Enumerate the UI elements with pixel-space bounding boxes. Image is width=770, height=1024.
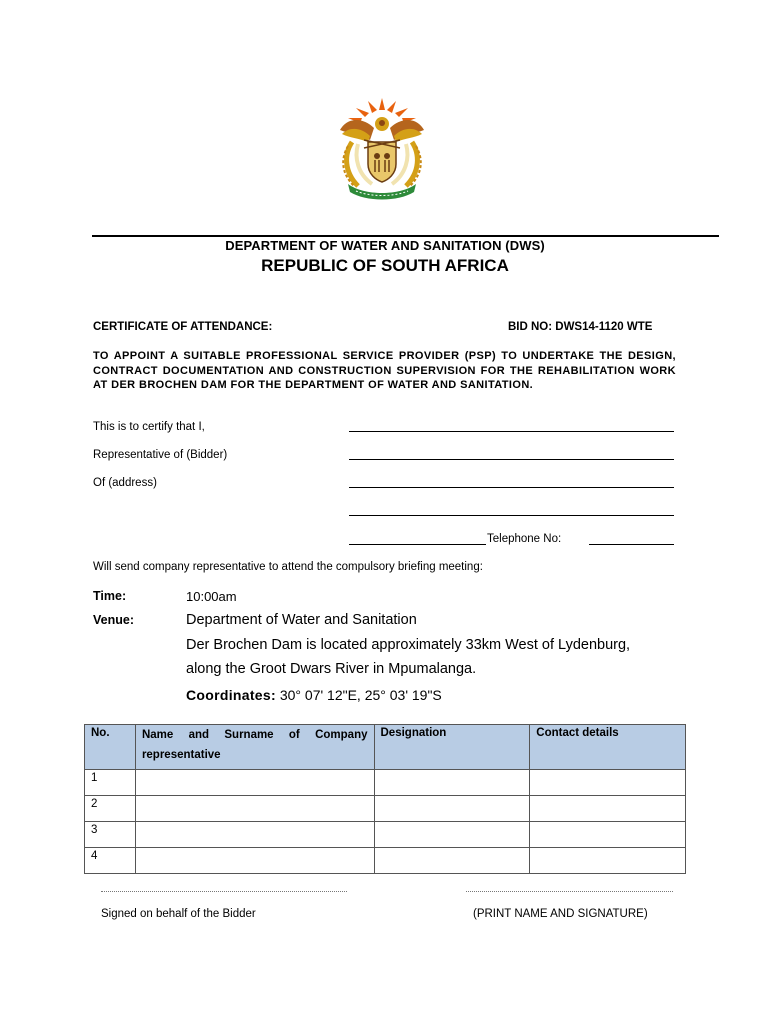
address-field-line-1[interactable]: [349, 487, 674, 488]
coat-of-arms-icon: [328, 90, 436, 202]
country-name: REPUBLIC OF SOUTH AFRICA: [261, 256, 509, 275]
coordinates-value: 30° 07' 12"E, 25° 03' 19"S: [279, 687, 442, 703]
address-field-line-3[interactable]: [349, 544, 486, 545]
header-rule: [92, 235, 719, 237]
name-cell[interactable]: [135, 848, 374, 874]
designation-cell[interactable]: [374, 796, 530, 822]
table-row: [85, 796, 686, 822]
tender-purpose: TO APPOINT A SUITABLE PROFESSIONAL SERVICE PROVIDER (PSP) TO UNDERTAKE THE DESIGN, CONTRACT DOCUMENTATION AND CONSTRUCTION SUPERVISION FOR THE REHABILITATION WORK AT DER BROCHEN DAM FOR THE DEPARTMENT OF WATER AND SANITATION.: [93, 350, 676, 391]
contact-cell[interactable]: [530, 796, 686, 822]
telephone-label: Telephone No:: [487, 533, 562, 545]
time-label: Time:: [93, 589, 127, 603]
contact-cell[interactable]: [530, 848, 686, 874]
table-header-row: [85, 725, 686, 770]
telephone-field-line[interactable]: [589, 544, 674, 545]
address-label: Of (address): [93, 477, 157, 489]
bid-number: BID NO: DWS14-1120 WTE: [508, 321, 653, 333]
certificate-title: CERTIFICATE OF ATTENDANCE:: [93, 321, 273, 333]
certify-label: This is to certify that I,: [93, 421, 205, 433]
address-field-line-2[interactable]: [349, 515, 674, 516]
representative-label: Representative of (Bidder): [93, 449, 228, 461]
designation-cell[interactable]: [374, 848, 530, 874]
table-row: [85, 848, 686, 874]
coordinates: [186, 687, 442, 703]
venue-line-1: Department of Water and Sanitation: [186, 612, 417, 628]
row-number: 4: [85, 848, 136, 874]
name-cell[interactable]: [135, 796, 374, 822]
bidder-field-line[interactable]: [349, 459, 674, 460]
venue-label: Venue:: [93, 613, 134, 627]
briefing-text: Will send company representative to attend the compulsory briefing meeting:: [93, 561, 483, 573]
row-number: 3: [85, 822, 136, 848]
time-value: 10:00am: [186, 589, 237, 604]
attendance-table: [84, 724, 686, 874]
name-field-line[interactable]: [349, 431, 674, 432]
table-row: [85, 822, 686, 848]
print-name-label: (PRINT NAME AND SIGNATURE): [473, 908, 648, 920]
name-cell[interactable]: [135, 770, 374, 796]
venue-line-3: along the Groot Dwars River in Mpumalanga.: [186, 661, 477, 677]
header-contact: Contact details: [530, 725, 686, 770]
row-number: 2: [85, 796, 136, 822]
coordinates-label: Coordinates:: [186, 687, 276, 703]
signed-label: Signed on behalf of the Bidder: [101, 908, 256, 920]
header-name: Name and Surname of Company representative: [135, 725, 374, 770]
designation-cell[interactable]: [374, 822, 530, 848]
header-designation: Designation: [374, 725, 530, 770]
row-number: 1: [85, 770, 136, 796]
table-row: [85, 770, 686, 796]
name-cell[interactable]: [135, 822, 374, 848]
bidder-signature-line[interactable]: [101, 891, 347, 892]
designation-cell[interactable]: [374, 770, 530, 796]
contact-cell[interactable]: [530, 822, 686, 848]
department-name: DEPARTMENT OF WATER AND SANITATION (DWS): [225, 238, 545, 253]
print-signature-line[interactable]: [466, 891, 673, 892]
header-no: No.: [85, 725, 136, 770]
contact-cell[interactable]: [530, 770, 686, 796]
venue-line-2: Der Brochen Dam is located approximately 33km West of Lydenburg,: [186, 637, 631, 653]
